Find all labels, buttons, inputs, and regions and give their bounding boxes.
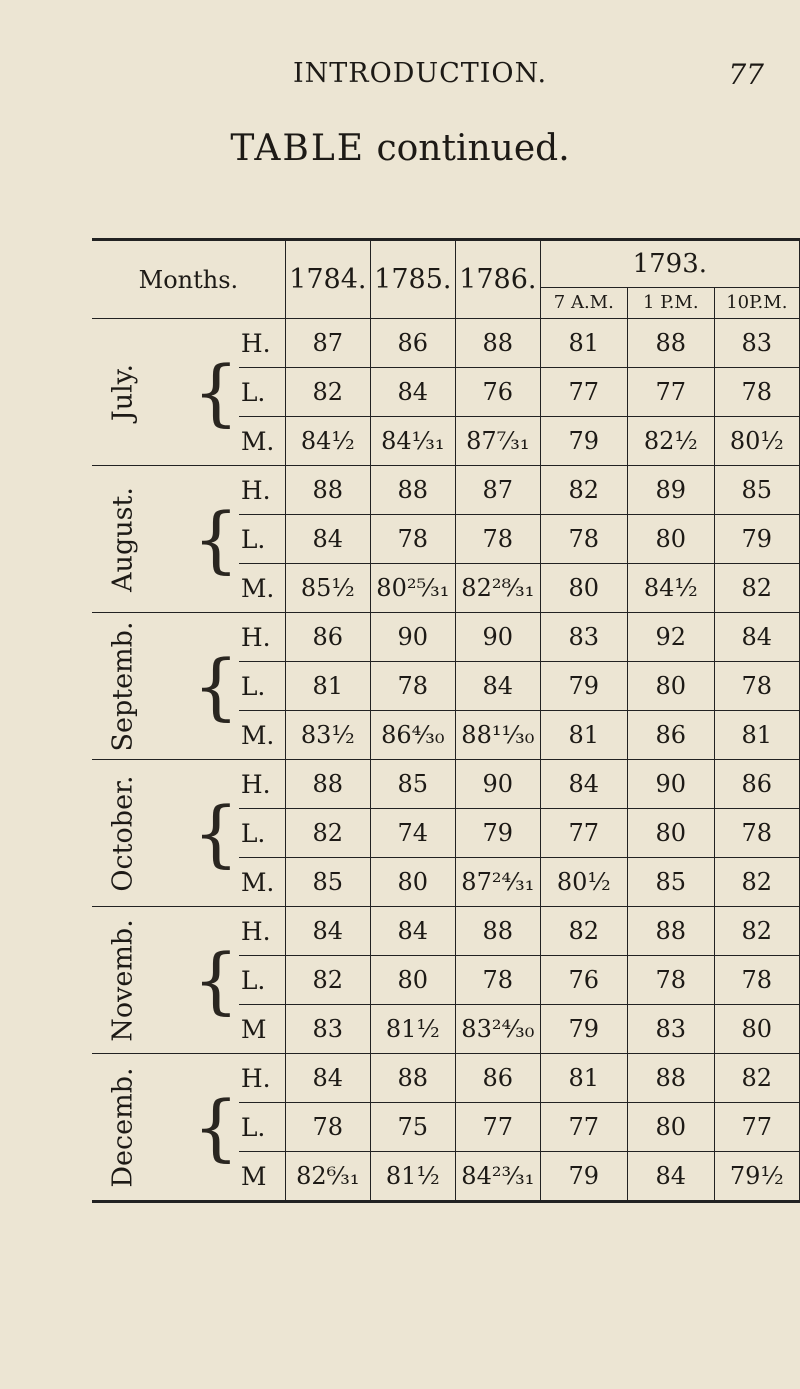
table-cell: 86 <box>714 760 799 809</box>
month-name: Septemb. <box>107 620 139 752</box>
time-header-10pm: 10P.M. <box>714 288 799 319</box>
table-cell: 80 <box>370 858 455 907</box>
table-cell: 82 <box>540 466 627 515</box>
table-cell: 88 <box>455 907 540 956</box>
table-row <box>92 466 799 515</box>
table-cell: 85 <box>285 858 370 907</box>
table-cell: 83 <box>627 1005 714 1054</box>
table-cell: 84¹⁄₃₁ <box>370 417 455 466</box>
table-cell: 84 <box>285 1054 370 1103</box>
table-cell: 84²³⁄₃₁ <box>455 1152 540 1202</box>
month-name: Novemb. <box>107 918 139 1042</box>
reading-type: L. <box>239 368 286 417</box>
reading-type: L. <box>239 956 286 1005</box>
year-header-1784: 1784. <box>285 240 370 319</box>
table-cell: 85½ <box>285 564 370 613</box>
table-cell: 83²⁴⁄₃₀ <box>455 1005 540 1054</box>
table-cell: 76 <box>455 368 540 417</box>
time-header-1pm: 1 P.M. <box>627 288 714 319</box>
table-cell: 84 <box>370 368 455 417</box>
table-head <box>92 240 799 319</box>
table-cell: 88 <box>285 466 370 515</box>
table-cell: 86 <box>370 319 455 368</box>
table-cell: 84 <box>455 662 540 711</box>
table-cell: 78 <box>455 515 540 564</box>
table-cell: 90 <box>627 760 714 809</box>
table-title-caps: TABLE <box>230 128 366 169</box>
table-cell: 81 <box>714 711 799 760</box>
table-cell: 90 <box>370 613 455 662</box>
table-cell: 84 <box>627 1152 714 1202</box>
table-cell: 88 <box>627 319 714 368</box>
table-cell: 81 <box>540 319 627 368</box>
table-cell: 80 <box>627 662 714 711</box>
reading-type: H. <box>239 613 286 662</box>
running-head <box>0 52 800 92</box>
table-cell: 84½ <box>285 417 370 466</box>
table-cell: 81 <box>285 662 370 711</box>
reading-type: L. <box>239 515 286 564</box>
month-name: August. <box>107 486 139 592</box>
table-cell: 78 <box>370 515 455 564</box>
reading-type: H. <box>239 760 286 809</box>
table-cell: 78 <box>370 662 455 711</box>
reading-type: M. <box>239 858 286 907</box>
table-row <box>92 907 799 956</box>
table-cell: 77 <box>627 368 714 417</box>
table-cell: 89 <box>627 466 714 515</box>
table-cell: 88 <box>370 1054 455 1103</box>
table-cell: 75 <box>370 1103 455 1152</box>
brace-icon: { <box>193 319 239 466</box>
brace-icon: { <box>193 760 239 907</box>
table-cell: 88 <box>627 1054 714 1103</box>
table-cell: 90 <box>455 760 540 809</box>
table-cell: 79 <box>540 1152 627 1202</box>
table-cell: 78 <box>455 956 540 1005</box>
table-cell: 77 <box>540 368 627 417</box>
year-header-1793: 1793. <box>540 240 799 288</box>
table-row <box>92 1054 799 1103</box>
table-cell: 81½ <box>370 1152 455 1202</box>
table-cell: 84 <box>285 907 370 956</box>
table-cell: 83½ <box>285 711 370 760</box>
table-cell: 76 <box>540 956 627 1005</box>
table-row <box>92 613 799 662</box>
table-row <box>92 319 799 368</box>
table-cell: 83 <box>540 613 627 662</box>
table-cell: 83 <box>714 319 799 368</box>
temperature-table-wrap <box>92 238 800 1203</box>
table-cell: 78 <box>714 809 799 858</box>
table-cell: 82 <box>714 858 799 907</box>
table-cell: 84 <box>370 907 455 956</box>
table-cell: 78 <box>714 662 799 711</box>
table-cell: 88 <box>370 466 455 515</box>
table-cell: 88 <box>455 319 540 368</box>
table-cell: 88¹¹⁄₃₀ <box>455 711 540 760</box>
table-cell: 82 <box>714 1054 799 1103</box>
table-cell: 79 <box>540 662 627 711</box>
table-cell: 80½ <box>540 858 627 907</box>
brace-icon: { <box>193 1054 239 1202</box>
month-label-cell <box>92 760 193 907</box>
months-column-header: Months. <box>92 240 285 319</box>
year-header-1786: 1786. <box>455 240 540 319</box>
table-cell: 74 <box>370 809 455 858</box>
table-cell: 82 <box>285 368 370 417</box>
table-cell: 82 <box>285 809 370 858</box>
table-cell: 79 <box>540 1005 627 1054</box>
month-name: October. <box>107 774 139 892</box>
table-cell: 81½ <box>370 1005 455 1054</box>
reading-type: H. <box>239 907 286 956</box>
table-cell: 86 <box>285 613 370 662</box>
table-cell: 77 <box>714 1103 799 1152</box>
table-cell: 84½ <box>627 564 714 613</box>
table-cell: 77 <box>540 809 627 858</box>
month-name: July. <box>107 363 139 421</box>
table-cell: 85 <box>627 858 714 907</box>
table-cell: 82 <box>540 907 627 956</box>
table-cell: 82 <box>714 907 799 956</box>
table-cell: 86 <box>455 1054 540 1103</box>
table-cell: 78 <box>627 956 714 1005</box>
year-header-1785: 1785. <box>370 240 455 319</box>
table-cell: 78 <box>714 956 799 1005</box>
table-cell: 81 <box>540 711 627 760</box>
table-cell: 79 <box>540 417 627 466</box>
page-number: 77 <box>728 58 764 91</box>
reading-type: M. <box>239 564 286 613</box>
table-cell: 82²⁸⁄₃₁ <box>455 564 540 613</box>
table-cell: 88 <box>285 760 370 809</box>
table-row <box>92 760 799 809</box>
month-name: Decemb. <box>107 1066 139 1188</box>
table-cell: 90 <box>455 613 540 662</box>
table-cell: 92 <box>627 613 714 662</box>
table-body <box>92 319 799 1202</box>
table-title <box>0 128 800 169</box>
table-cell: 86 <box>627 711 714 760</box>
reading-type: L. <box>239 1103 286 1152</box>
month-label-cell <box>92 319 193 466</box>
table-cell: 78 <box>285 1103 370 1152</box>
table-cell: 80½ <box>714 417 799 466</box>
table-cell: 87²⁴⁄₃₁ <box>455 858 540 907</box>
month-label-cell <box>92 466 193 613</box>
table-cell: 82 <box>714 564 799 613</box>
table-cell: 80 <box>540 564 627 613</box>
brace-icon: { <box>193 613 239 760</box>
table-cell: 77 <box>540 1103 627 1152</box>
reading-type: H. <box>239 319 286 368</box>
header-row-years <box>92 240 799 288</box>
table-cell: 80 <box>370 956 455 1005</box>
reading-type: M. <box>239 711 286 760</box>
month-label-cell <box>92 613 193 760</box>
table-cell: 87⁷⁄₃₁ <box>455 417 540 466</box>
brace-icon: { <box>193 907 239 1054</box>
table-cell: 85 <box>370 760 455 809</box>
table-title-rest: continued. <box>365 128 570 169</box>
table-cell: 78 <box>714 368 799 417</box>
table-cell: 86⁴⁄₃₀ <box>370 711 455 760</box>
month-label-cell <box>92 907 193 1054</box>
table-cell: 80²⁵⁄₃₁ <box>370 564 455 613</box>
table-cell: 79 <box>455 809 540 858</box>
reading-type: H. <box>239 466 286 515</box>
reading-type: M. <box>239 417 286 466</box>
table-cell: 79½ <box>714 1152 799 1202</box>
table-cell: 85 <box>714 466 799 515</box>
table-cell: 80 <box>714 1005 799 1054</box>
reading-type: M <box>239 1005 286 1054</box>
table-cell: 77 <box>455 1103 540 1152</box>
table-cell: 84 <box>540 760 627 809</box>
table-cell: 79 <box>714 515 799 564</box>
month-label-cell <box>92 1054 193 1202</box>
reading-type: L. <box>239 662 286 711</box>
table-cell: 81 <box>540 1054 627 1103</box>
table-cell: 80 <box>627 515 714 564</box>
table-cell: 78 <box>540 515 627 564</box>
table-cell: 87 <box>285 319 370 368</box>
table-cell: 83 <box>285 1005 370 1054</box>
table-cell: 84 <box>714 613 799 662</box>
table-cell: 88 <box>627 907 714 956</box>
table-cell: 87 <box>455 466 540 515</box>
table-cell: 82⁶⁄₃₁ <box>285 1152 370 1202</box>
brace-icon: { <box>193 466 239 613</box>
table-cell: 82½ <box>627 417 714 466</box>
table-cell: 80 <box>627 1103 714 1152</box>
running-title: INTRODUCTION. <box>292 58 548 89</box>
reading-type: L. <box>239 809 286 858</box>
table-cell: 82 <box>285 956 370 1005</box>
temperature-table <box>92 238 800 1203</box>
reading-type: H. <box>239 1054 286 1103</box>
table-cell: 84 <box>285 515 370 564</box>
time-header-7am: 7 A.M. <box>540 288 627 319</box>
table-cell: 80 <box>627 809 714 858</box>
reading-type: M <box>239 1152 286 1202</box>
